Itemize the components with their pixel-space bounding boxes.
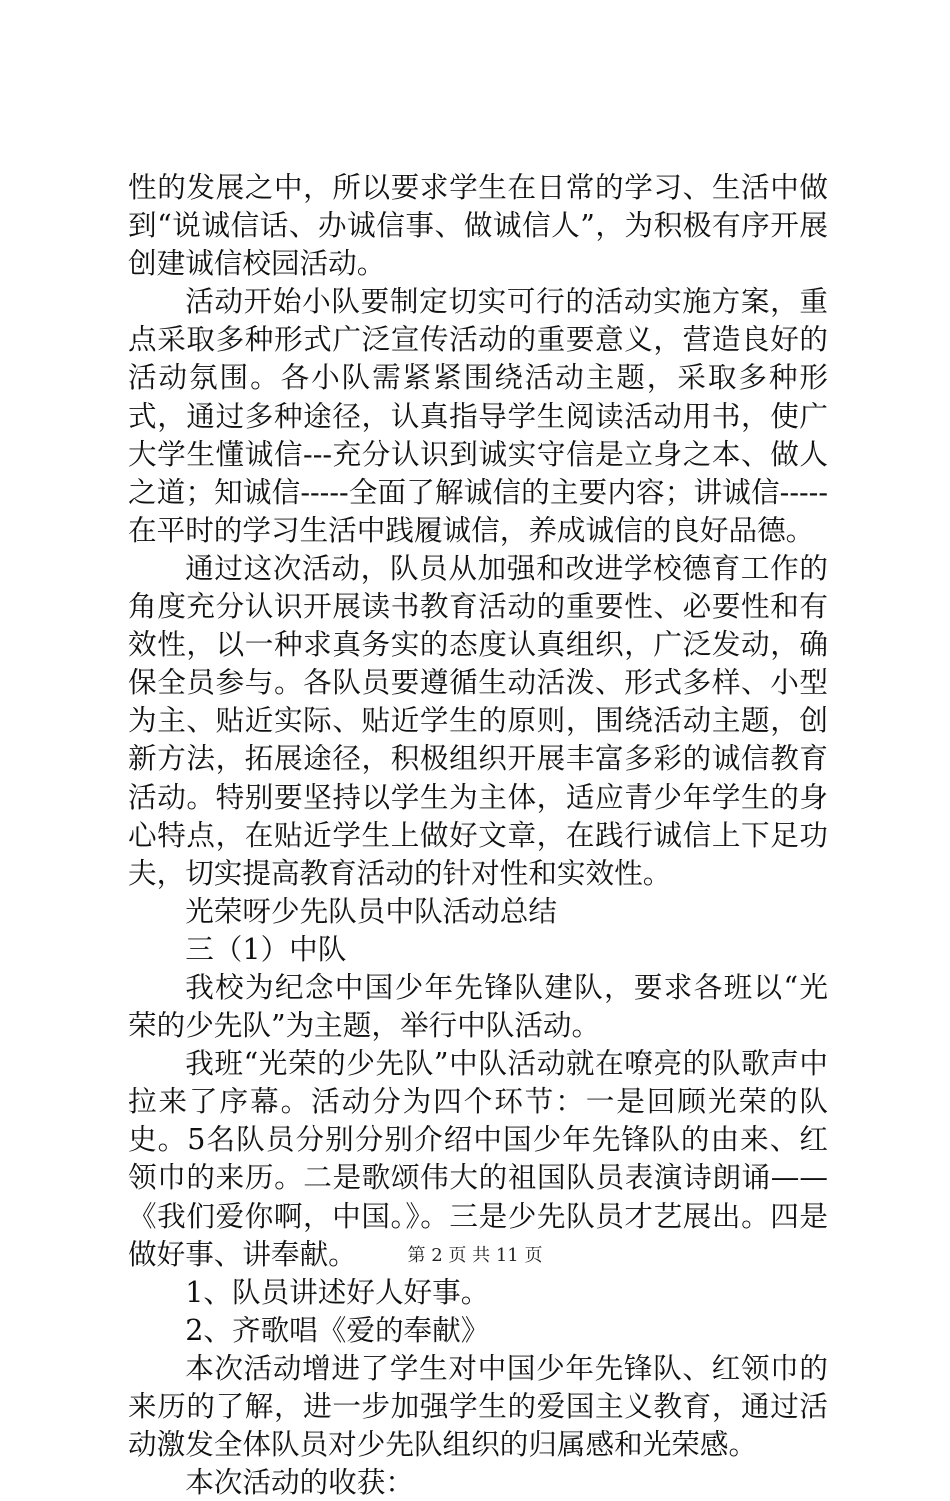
paragraph-activity-plan: 活动开始小队要制定切实可行的活动实施方案，重点采取多种形式广泛宣传活动的重要意义，营造良好的活动氛围。各小队需紧紧围绕活动主题，采取多种形式，通过多种途径，认真指导学生阅读活动用书，使广大学生懂诚信---充分认识到诚实守信是立身之本、做人之道；知诚信-----全面了解诚信的主要内容；讲诚信-----在平时的学习生活中践履诚信，养成诚信的良好品德。 bbox=[128, 284, 828, 547]
document-body bbox=[128, 168, 828, 1501]
paragraph-harvest-heading: 本次活动的收获： bbox=[185, 1465, 414, 1500]
paragraph-activity-result: 本次活动增进了学生对中国少年先锋队、红领巾的来历的了解，进一步加强学生的爱国主义教育，通过活动激发全体队员对少先队组织的归属感和光荣感。 bbox=[128, 1350, 828, 1462]
list-item: 1、队员讲述好人好事。 bbox=[185, 1274, 490, 1309]
paragraph-continuation: 性的发展之中，所以要求学生在日常的学习、生活中做到“说诚信话、办诚信事、做诚信人”，为积极有序开展创建诚信校园活动。 bbox=[128, 170, 828, 281]
paragraph-school-request: 我校为纪念中国少年先锋队建队，要求各班以“光荣的少先队”为主题，举行中队活动。 bbox=[128, 969, 828, 1043]
list-item: 2、齐歌唱《爱的奉献》 bbox=[185, 1312, 490, 1347]
paragraph-class-activity: 我班“光荣的少先队”中队活动就在嘹亮的队歌声中拉来了序幕。活动分为四个环节：一是回顾光荣的队史。5名队员分别分别介绍中国少年先锋队的由来、红领巾的来历。二是歌颂伟大的祖国队员表演诗朗诵——《我们爱你啊，中国。》。三是少先队员才艺展出。四是做好事、讲奉献。 bbox=[128, 1046, 828, 1271]
page-number-footer: 第 2 页 共 11 页 bbox=[407, 1245, 543, 1266]
class-name: 三（1）中队 bbox=[185, 931, 347, 966]
section-title: 光荣呀少先队员中队活动总结 bbox=[185, 893, 557, 928]
paragraph-activity-effect: 通过这次活动，队员从加强和改进学校德育工作的角度充分认识开展读书教育活动的重要性、必要性和有效性，以一种求真务实的态度认真组织，广泛发动，确保全员参与。各队员要遵循生动活泼、形式多样、小型为主、贴近实际、贴近学生的原则，围绕活动主题，创新方法，拓展途径，积极组织开展丰富多彩的诚信教育活动。特别要坚持以学生为主体，适应青少年学生的身心特点，在贴近学生上做好文章，在践行诚信上下足功夫，切实提高教育活动的针对性和实效性。 bbox=[128, 550, 828, 890]
